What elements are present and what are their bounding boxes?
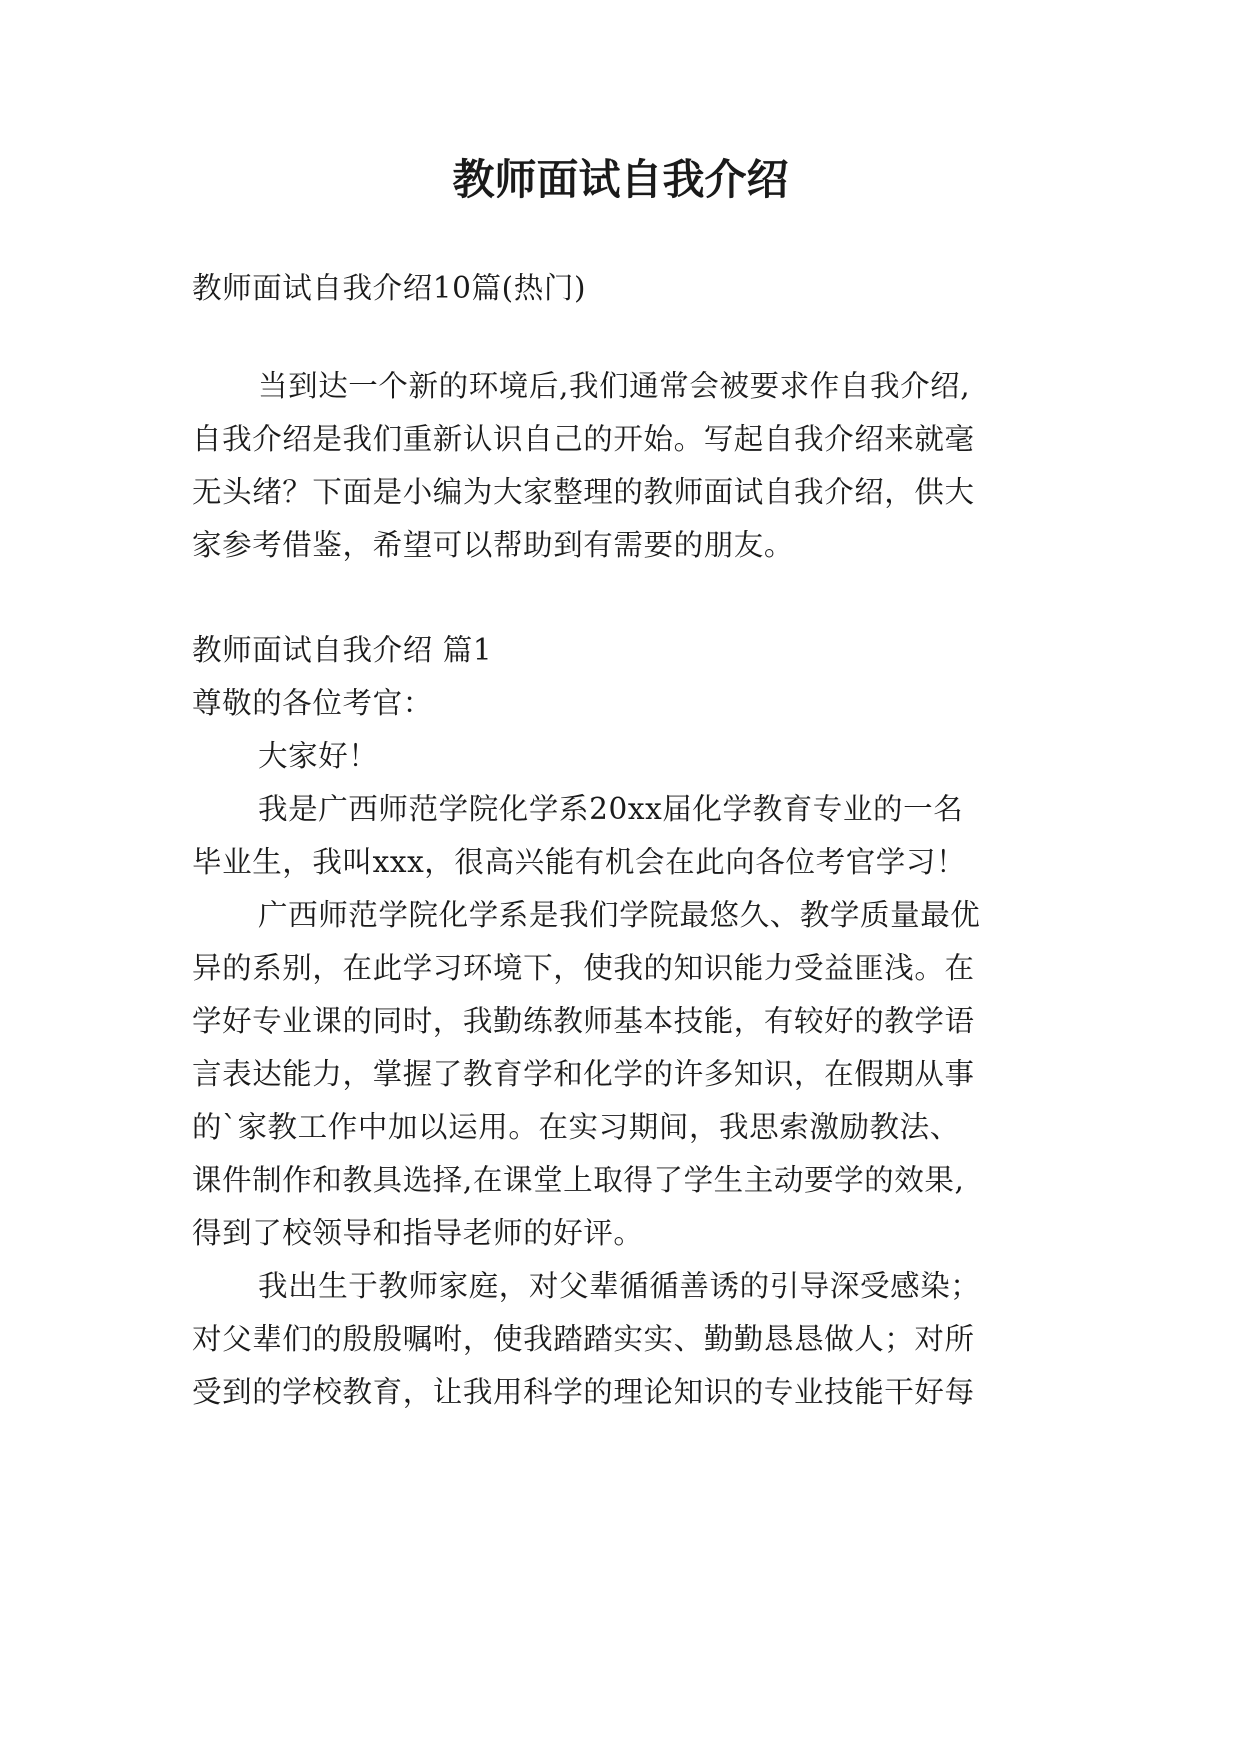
body-paragraph-line: 我是广西师范学院化学系20xx届化学教育专业的一名 bbox=[258, 792, 964, 826]
greeting: 大家好！ bbox=[258, 739, 379, 773]
document-subtitle: 教师面试自我介绍10篇(热门) bbox=[192, 271, 587, 305]
body-paragraph-line: 异的系别，在此学习环境下，使我的知识能力受益匪浅。在 bbox=[192, 951, 975, 985]
salutation: 尊敬的各位考官： bbox=[192, 686, 433, 720]
body-paragraph-line: 课件制作和教具选择,在课堂上取得了学生主动要学的效果, bbox=[192, 1163, 965, 1197]
document-title: 教师面试自我介绍 bbox=[452, 155, 789, 204]
body-paragraph-line: 受到的学校教育，让我用科学的理论知识的专业技能干好每 bbox=[192, 1375, 975, 1409]
body-paragraph-line: 得到了校领导和指导老师的好评。 bbox=[192, 1216, 644, 1250]
body-paragraph-line: 广西师范学院化学系是我们学院最悠久、教学质量最优 bbox=[258, 898, 981, 932]
body-paragraph-line: 对父辈们的殷殷嘱咐，使我踏踏实实、勤勤恳恳做人；对所 bbox=[192, 1322, 975, 1356]
intro-paragraph-line: 无头绪？下面是小编为大家整理的教师面试自我介绍，供大 bbox=[192, 475, 975, 509]
intro-paragraph-line: 自我介绍是我们重新认识自己的开始。写起自我介绍来就毫 bbox=[192, 422, 975, 456]
intro-paragraph-line: 当到达一个新的环境后,我们通常会被要求作自我介绍, bbox=[258, 369, 971, 403]
section-heading: 教师面试自我介绍 篇1 bbox=[192, 633, 493, 667]
body-paragraph-line: 我出生于教师家庭，对父辈循循善诱的引导深受感染； bbox=[258, 1269, 981, 1303]
body-paragraph-line: 言表达能力，掌握了教育学和化学的许多知识，在假期从事 bbox=[192, 1057, 975, 1091]
body-paragraph-line: 学好专业课的同时，我勤练教师基本技能，有较好的教学语 bbox=[192, 1004, 975, 1038]
body-paragraph-line: 毕业生，我叫xxx，很高兴能有机会在此向各位考官学习！ bbox=[192, 845, 967, 879]
intro-paragraph-line: 家参考借鉴，希望可以帮助到有需要的朋友。 bbox=[192, 528, 795, 562]
body-paragraph-line: 的`家教工作中加以运用。在实习期间，我思索激励教法、 bbox=[192, 1110, 960, 1144]
